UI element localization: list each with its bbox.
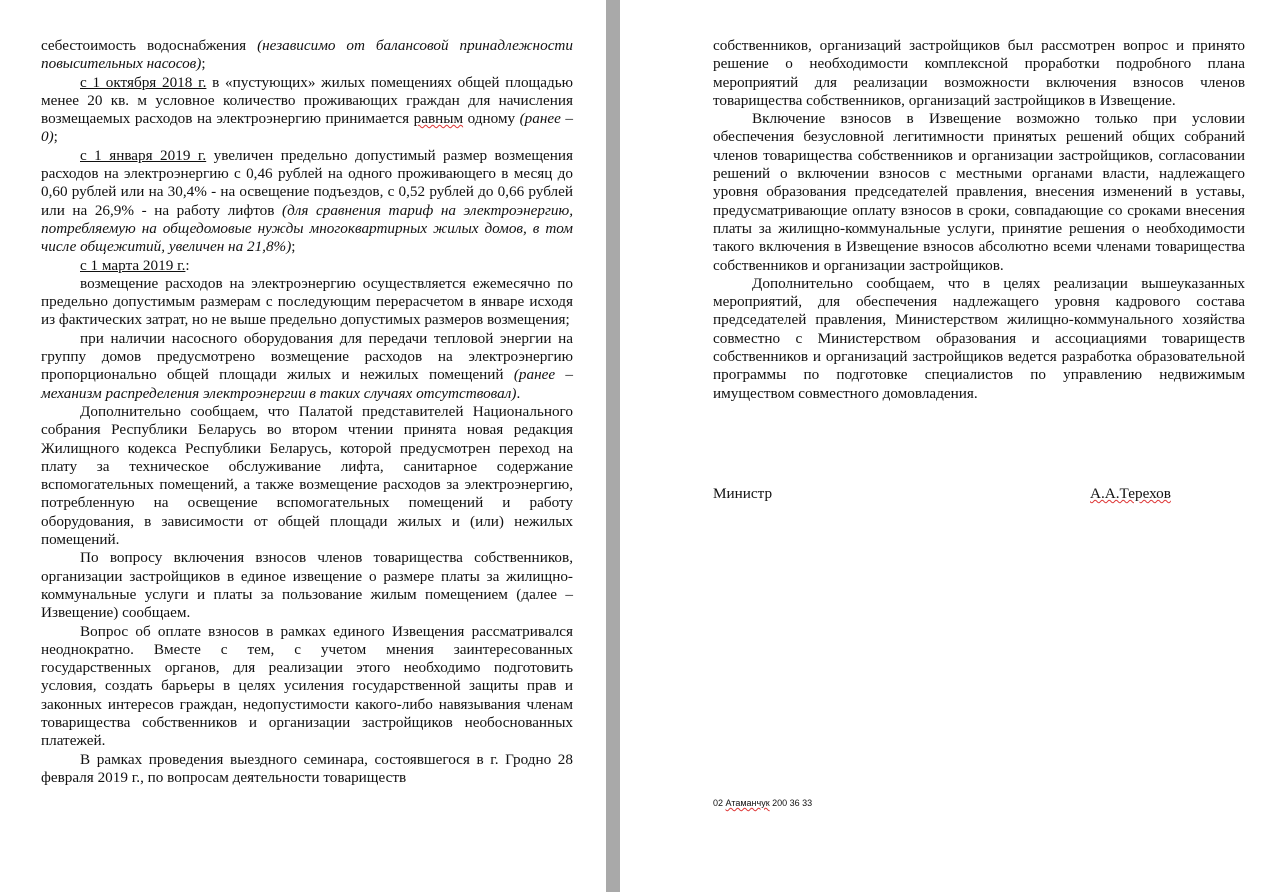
spellcheck-word: равным	[413, 110, 464, 128]
paragraph-payment-question: Вопрос об оплате взносов в рамках единого Извещения рассматривался неоднократно. Вместе с тем, с учетом мнения заинтересованных государственных органов, для реализации этого необходимо подготовить условия, создать барьеры в целях усиления государственной защиты прав и законных интересов граждан, недопустимости какого-либо навязывания членам товарищества собственников и организации застройщиков необоснованных платежей.	[41, 622, 573, 750]
paragraph-conditions: Включение взносов в Извещение возможно только при условии обеспечения безусловной легитимности принятых решений общих собраний членов товарищества собственников и организации застройщиков, согласовании решений о включении взносов с местными органами власти, надлежащего уровня образования председателей правления, внесения изменений в уставы, предусматривающие оплату взносов в сроки, совпадающие со сроками внесения платы за жилищно-коммунальные услуги, принятие решения о необходимости такого включения в Извещение взносов абсолютно всеми членами товарищества собственников и организации застройщиков.	[713, 110, 1245, 274]
signature-title: Министр	[713, 485, 773, 502]
page-right-text-column	[713, 37, 1245, 403]
date-october-2018: с 1 октября 2018 г.	[80, 73, 207, 91]
paragraph-housing-code: Дополнительно сообщаем, что Палатой представителей Национального собрания Республики Беларусь во втором чтении принята новая редакция Жилищного кодекса Республики Беларусь, которой предусмотрен переход на плату за техническое обслуживание лифта, санитарное содержание вспомогательных помещений, а также возмещение расходов за электроэнергию, потребленную на освещение вспомогательных помещений и работу оборудования, в зависимости от общей площади жилых и (или) нежилых помещений.	[41, 402, 573, 549]
paragraph-january-2019: с 1 января 2019 г. увеличен предельно допустимый размер возмещения расходов на электроэнергию с 0,46 рублей на одного проживающего в месяц до 0,60 рублей или на 30,4% - на освещение подъездов, с 0,52 рублей до 0,66 рублей или на 26,9% - на работу лифтов (для сравнения тариф на электроэнергию, потребляемую на общедомовые нужды многоквартирных жилых домов, в том числе общежитий, увеличен на 21,8%);	[41, 146, 574, 256]
date-march-2019: с 1 марта 2019 г.	[80, 256, 186, 274]
executor-footnote: 02 Атаманчук 200 36 33	[713, 798, 813, 808]
paragraph-monthly-reimbursement: возмещение расходов на электроэнергию осуществляется ежемесячно по предельно допустимым размерам с последующим перерасчетом в январе исходя из фактических затрат, но не выше предельно допустимых размеров возмещения;	[41, 274, 573, 329]
paragraph-notice-inclusion: По вопросу включения взносов членов товарищества собственников, организации застройщиков в единое извещение о размере платы за жилищно-коммунальные услуги и платы за пользование жилым помещением (далее – Извещение) сообщаем.	[41, 549, 573, 622]
document-page-right	[620, 0, 1280, 892]
paragraph-october-2018: с 1 октября 2018 г. в «пустующих» жилых помещениях общей площадью менее 20 кв. м условное количество проживающих граждан для начисления возмещаемых расходов на электроэнергию принимается равным одному (ранее – 0);	[41, 73, 573, 146]
paragraph-education-program: Дополнительно сообщаем, что в целях реализации вышеуказанных мероприятий, для обеспечения надлежащего уровня кадрового состава председателей правления, Министерством жилищно-коммунального хозяйства совместно с Министерством образования и ассоциациями товариществ собственников и организаций застройщиков ведется разработка образовательной программы по подготовке специалистов по управлению недвижимым имуществом совместного домовладения.	[713, 274, 1245, 402]
paragraph-pumping-equipment: при наличии насосного оборудования для передачи тепловой энергии на группу домов предусмотрено возмещение расходов на электроэнергию пропорционально общей площади жилых и нежилых помещений (ранее – механизм распределения электроэнергии в таких случаях отсутствовал).	[41, 329, 573, 402]
document-page-left	[0, 0, 606, 892]
date-january-2019: с 1 января 2019 г.	[80, 146, 207, 164]
paragraph-water-cost: себестоимость водоснабжения (независимо от балансовой принадлежности повысительных насосов);	[41, 37, 573, 73]
paragraph-seminar: В рамках проведения выездного семинара, состоявшегося в г. Гродно 28 февраля 2019 г., по вопросам деятельности товариществ	[41, 750, 573, 786]
paragraph-decision: собственников, организаций застройщиков был рассмотрен вопрос и принято решение о необходимости комплексной проработки подробного плана мероприятий для реализации возможности включения взносов членов товарищества собственников, организаций застройщиков в Извещение.	[713, 37, 1245, 109]
signature-name: А.А.Терехов	[1090, 485, 1171, 502]
page-left-text-column	[41, 37, 573, 787]
executor-name: Атаманчук	[725, 798, 770, 808]
paragraph-march-2019: с 1 марта 2019 г.:	[80, 256, 190, 274]
